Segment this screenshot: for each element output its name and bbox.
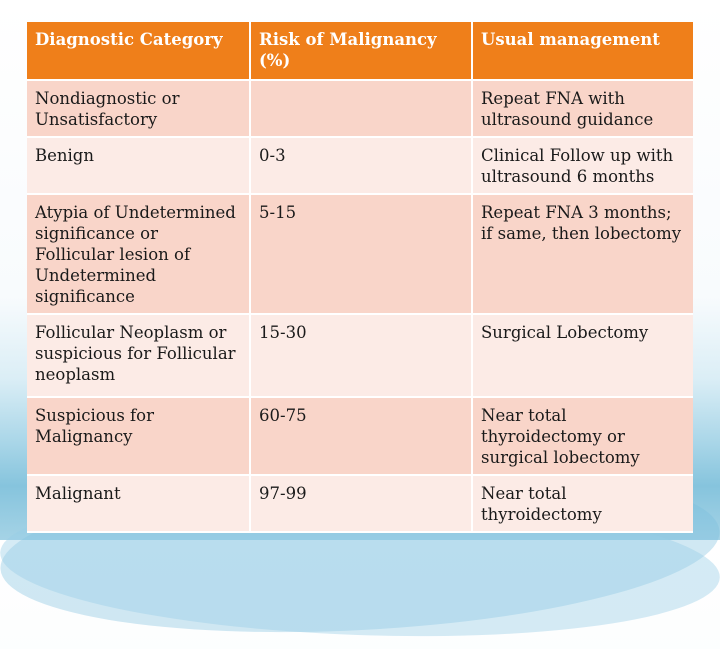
header-usual-management: Usual management (472, 22, 693, 80)
header-diagnostic-category: Diagnostic Category (27, 22, 250, 80)
table-row (27, 314, 693, 397)
table-row (27, 397, 693, 475)
cell-category: Atypia of Undetermined significance or Follicular lesion of Undetermined significance (27, 194, 250, 314)
cell-risk: 60-75 (250, 397, 472, 475)
diagnostic-table (27, 22, 693, 533)
table-header-row (27, 22, 693, 80)
header-risk-of-malignancy: Risk of Malignancy (%) (250, 22, 472, 80)
cell-category: Follicular Neoplasm or suspicious for Follicular neoplasm (27, 314, 250, 397)
cell-risk (250, 80, 472, 137)
table-row (27, 80, 693, 137)
table-row (27, 475, 693, 532)
cell-management: Repeat FNA 3 months; if same, then lobectomy (472, 194, 693, 314)
table-row (27, 194, 693, 314)
table-row (27, 137, 693, 194)
cell-risk: 0-3 (250, 137, 472, 194)
cell-management: Near total thyroidectomy or surgical lobectomy (472, 397, 693, 475)
cell-management: Repeat FNA with ultrasound guidance (472, 80, 693, 137)
cell-risk: 5-15 (250, 194, 472, 314)
cell-category: Nondiagnostic or Unsatisfactory (27, 80, 250, 137)
cell-management: Clinical Follow up with ultrasound 6 months (472, 137, 693, 194)
cell-category: Benign (27, 137, 250, 194)
cell-risk: 97-99 (250, 475, 472, 532)
cell-category: Malignant (27, 475, 250, 532)
cell-risk: 15-30 (250, 314, 472, 397)
cell-management: Near total thyroidectomy (472, 475, 693, 532)
cell-management: Surgical Lobectomy (472, 314, 693, 397)
cell-category: Suspicious for Malignancy (27, 397, 250, 475)
